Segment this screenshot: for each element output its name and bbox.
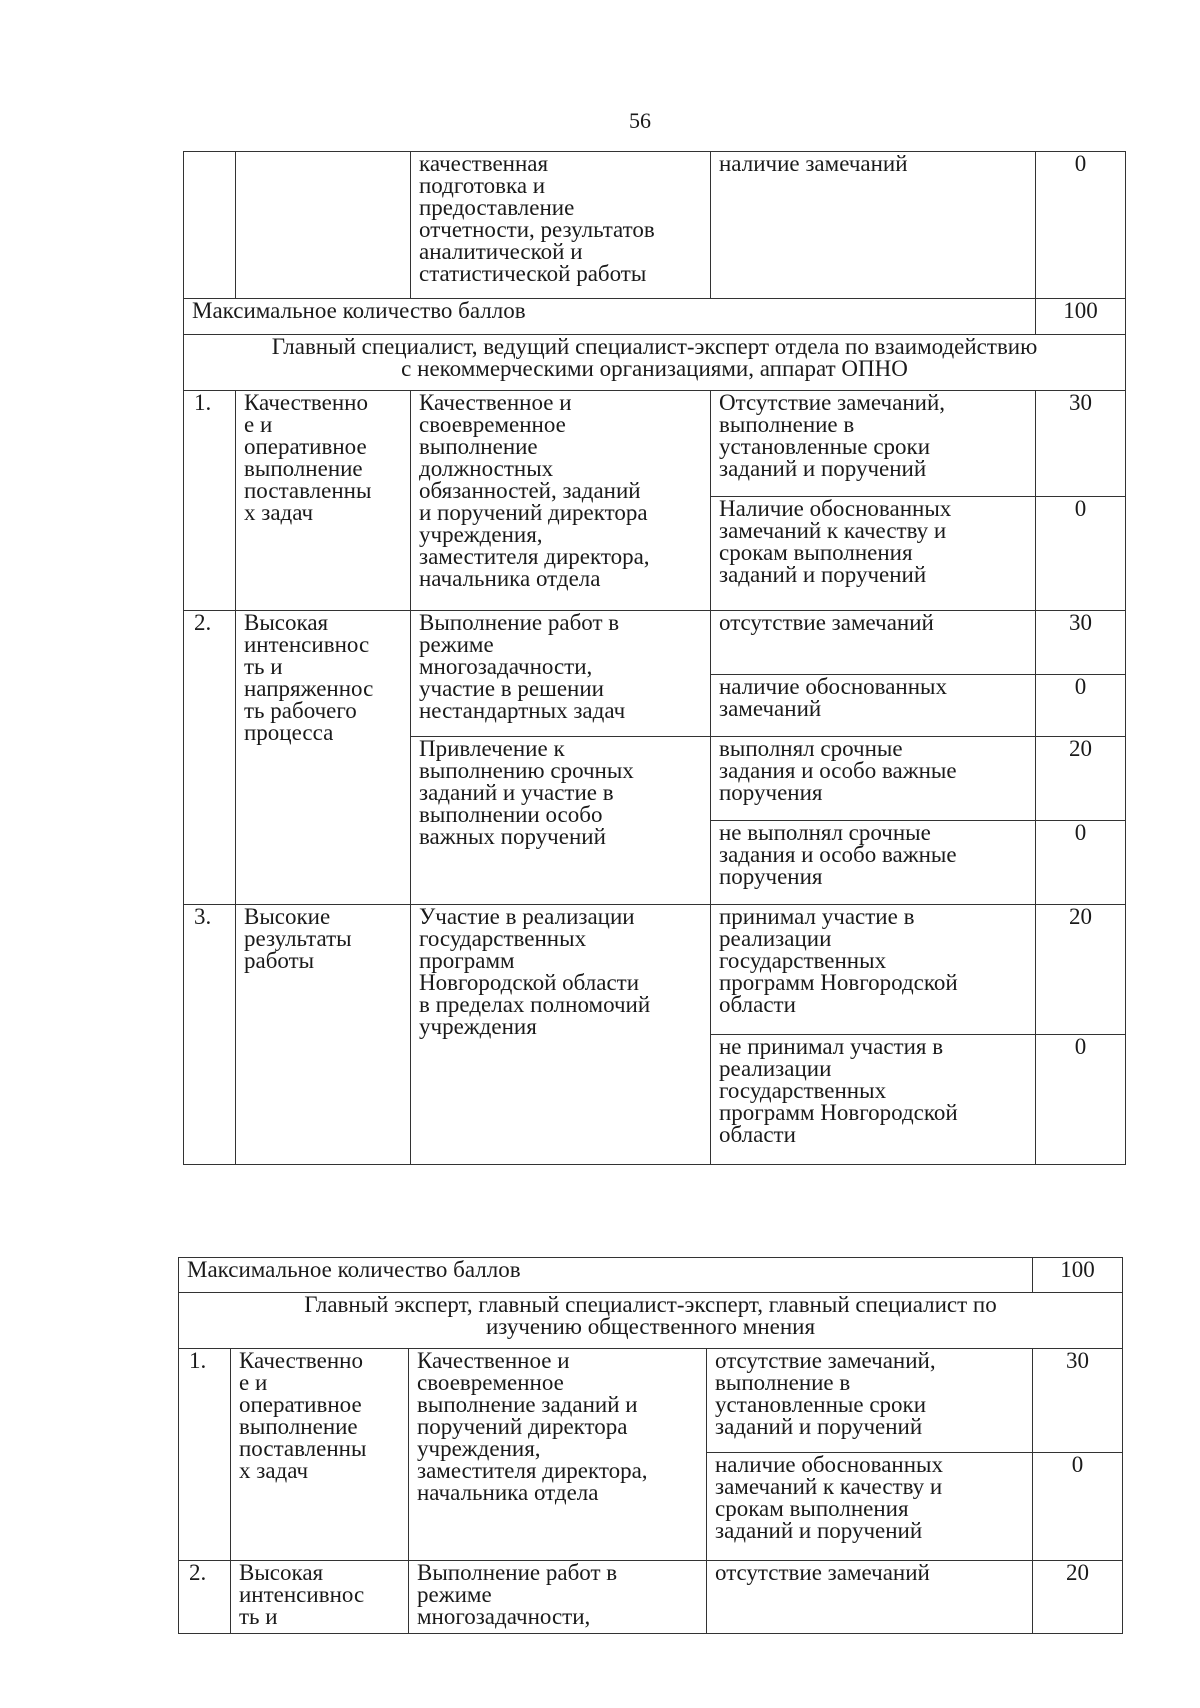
- row-number: 3.: [184, 905, 236, 1165]
- condition-cell: Наличие обоснованных замечаний к качеству и срокам выполнения заданий и поручений: [711, 497, 1036, 611]
- criterion-cell: Выполнение работ в режиме многозадачности,: [409, 1561, 707, 1634]
- condition-cell: не принимал участия в реализации государственных программ Новгородской области: [711, 1035, 1036, 1165]
- score-cell: 0: [1033, 1453, 1123, 1561]
- score-cell: 0: [1036, 821, 1126, 905]
- indicator-cell: Высокая интенсивнос ть и: [231, 1561, 409, 1634]
- max-score-value: 100: [1036, 299, 1126, 335]
- score-cell: 0: [1036, 675, 1126, 737]
- section-header-row: [184, 335, 1126, 391]
- section-header-row: [179, 1293, 1123, 1349]
- criterion-cell: Качественное и своевременное выполнение должностных обязанностей, заданий и поручений директора учреждения, заместителя директора, начальника отдела: [411, 391, 711, 611]
- indicator-cell: Высокая интенсивнос ть и напряженнос ть рабочего процесса: [236, 611, 411, 905]
- criterion-cell: Привлечение к выполнению срочных заданий и участие в выполнении особо важных поручений: [411, 737, 711, 905]
- max-score-label: Максимальное количество баллов: [179, 1258, 1033, 1293]
- score-cell: 0: [1036, 497, 1126, 611]
- criterion-cell: качественная подготовка и предоставление отчетности, результатов аналитической и статистической работы: [411, 152, 711, 299]
- condition-cell: принимал участие в реализации государственных программ Новгородской области: [711, 905, 1036, 1035]
- criteria-table-continued: [178, 1257, 1123, 1634]
- section-title: Главный эксперт, главный специалист-эксперт, главный специалист по изучению общественного мнения: [179, 1293, 1123, 1349]
- condition-cell: выполнял срочные задания и особо важные поручения: [711, 737, 1036, 821]
- row-number: 1.: [179, 1349, 231, 1561]
- number-cell: [184, 152, 236, 299]
- table-row: [184, 152, 1126, 299]
- score-cell: 0: [1036, 152, 1126, 299]
- max-score-row: [179, 1258, 1123, 1293]
- criterion-cell: Выполнение работ в режиме многозадачности, участие в решении нестандартных задач: [411, 611, 711, 737]
- row-number: 2.: [179, 1561, 231, 1634]
- table-row: [184, 611, 1126, 675]
- max-score-row: [184, 299, 1126, 335]
- table-row: [184, 905, 1126, 1035]
- page-number: 56: [629, 108, 651, 133]
- condition-cell: отсутствие замечаний: [707, 1561, 1033, 1634]
- score-cell: 30: [1033, 1349, 1123, 1453]
- condition-cell: Отсутствие замечаний, выполнение в установленные сроки заданий и поручений: [711, 391, 1036, 497]
- condition-cell: наличие обоснованных замечаний к качеству и срокам выполнения заданий и поручений: [707, 1453, 1033, 1561]
- row-number: 2.: [184, 611, 236, 905]
- indicator-cell: Качественно е и оперативное выполнение поставленны х задач: [236, 391, 411, 611]
- table-row: [179, 1349, 1123, 1453]
- score-cell: 30: [1036, 391, 1126, 497]
- condition-cell: отсутствие замечаний: [711, 611, 1036, 675]
- criterion-cell: Участие в реализации государственных программ Новгородской области в пределах полномочий учреждения: [411, 905, 711, 1165]
- condition-cell: наличие замечаний: [711, 152, 1036, 299]
- table-row: [179, 1561, 1123, 1634]
- criteria-table: [183, 151, 1126, 1165]
- indicator-cell: Высокие результаты работы: [236, 905, 411, 1165]
- section-title: Главный специалист, ведущий специалист-эксперт отдела по взаимодействию с некоммерческими организациями, аппарат ОПНО: [184, 335, 1126, 391]
- max-score-value: 100: [1033, 1258, 1123, 1293]
- indicator-cell: Качественно е и оперативное выполнение поставленны х задач: [231, 1349, 409, 1561]
- score-cell: 20: [1036, 737, 1126, 821]
- score-cell: 30: [1036, 611, 1126, 675]
- table-row: [184, 391, 1126, 497]
- condition-cell: отсутствие замечаний, выполнение в установленные сроки заданий и поручений: [707, 1349, 1033, 1453]
- condition-cell: не выполнял срочные задания и особо важные поручения: [711, 821, 1036, 905]
- score-cell: 0: [1036, 1035, 1126, 1165]
- max-score-label: Максимальное количество баллов: [184, 299, 1036, 335]
- criterion-cell: Качественное и своевременное выполнение заданий и поручений директора учреждения, заместителя директора, начальника отдела: [409, 1349, 707, 1561]
- score-cell: 20: [1033, 1561, 1123, 1634]
- condition-cell: наличие обоснованных замечаний: [711, 675, 1036, 737]
- indicator-cell: [236, 152, 411, 299]
- score-cell: 20: [1036, 905, 1126, 1035]
- row-number: 1.: [184, 391, 236, 611]
